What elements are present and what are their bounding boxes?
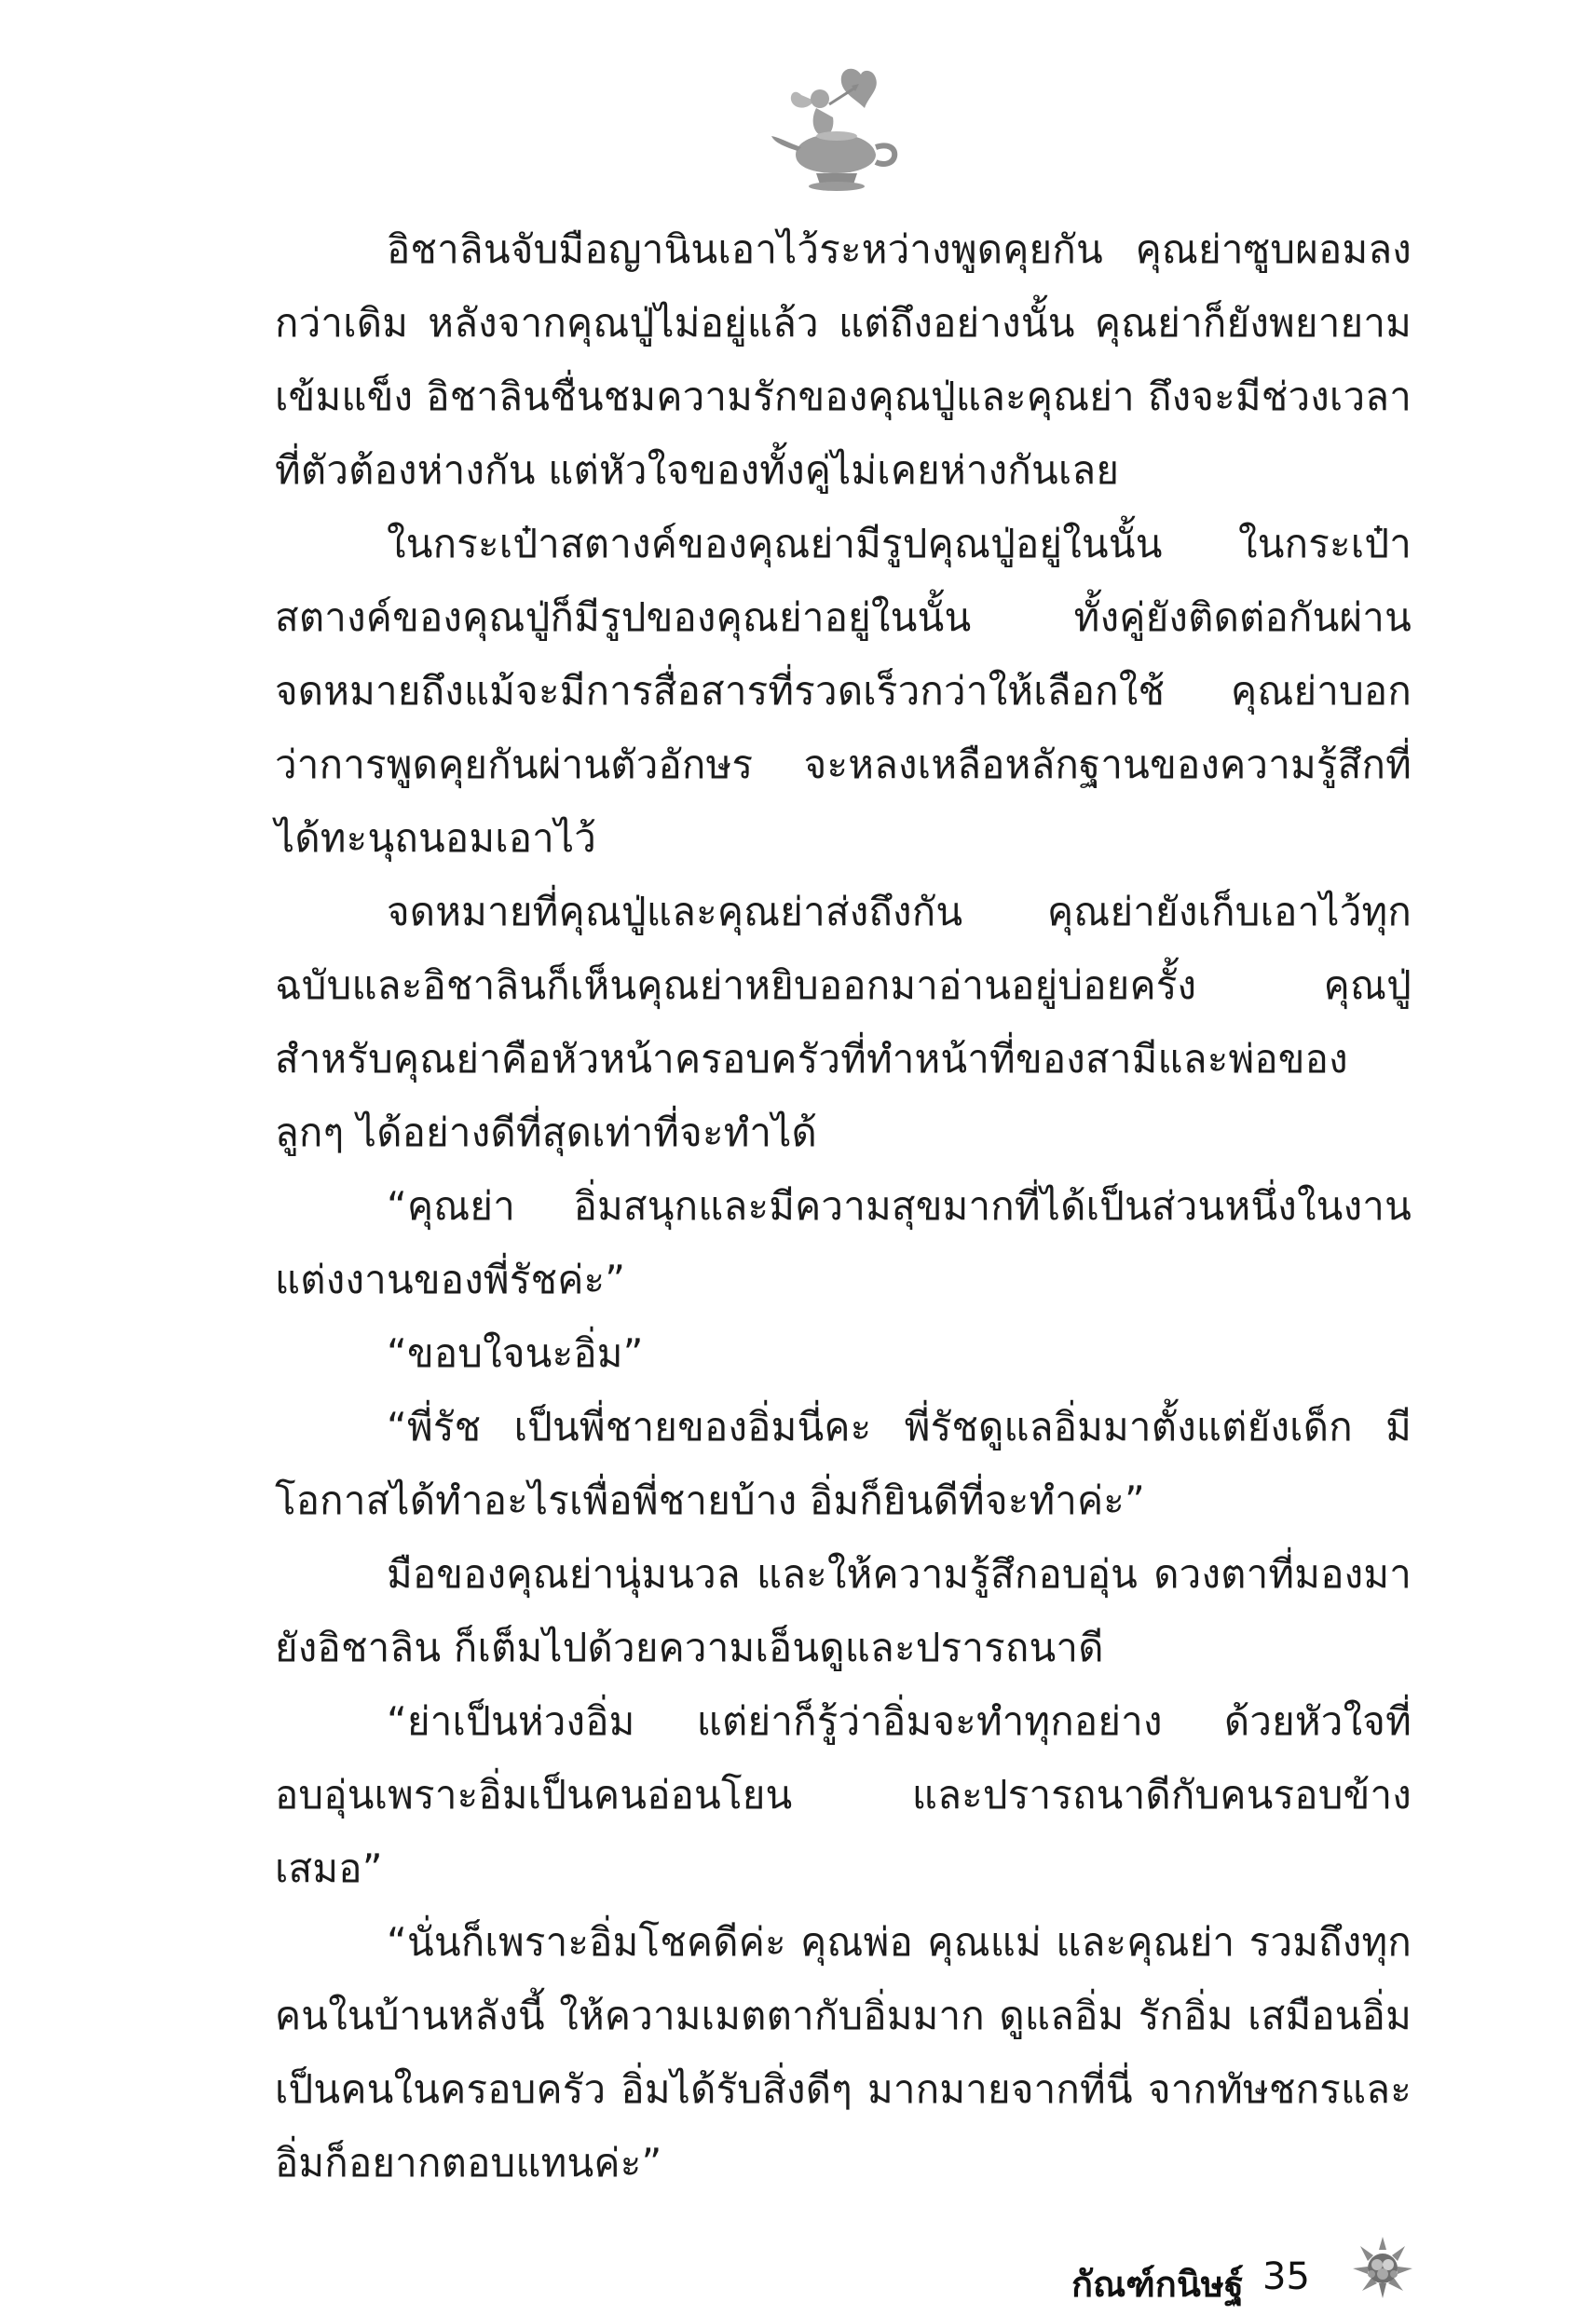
paragraph-3: จดหมายที่คุณปู่และคุณย่าส่งถึงกัน คุณย่ายังเก็บเอาไว้ทุกฉบับและอิชาลินก็เห็นคุณย่าหยิบออกมาอ่านอยู่บ่อยครั้ง คุณปู่สำหรับคุณย่าคือหัวหน้าครอบครัวที่ทำหน้าที่ของสามีและพ่อของลูกๆ ได้อย่างดีที่สุดเท่าที่จะทำได้ (275, 889, 1412, 1155)
cupid-teapot-icon (764, 58, 904, 197)
paragraph-7: มือของคุณย่านุ่มนวล และให้ความรู้สึกอบอุ่น ดวงตาที่มองมายังอิชาลิน ก็เต็มไปด้วยความเอ็นดูและปรารถนาดี (275, 1551, 1412, 1670)
paragraph-4: “คุณย่า อิ่มสนุกและมีความสุขมากที่ได้เป็นส่วนหนึ่งในงานแต่งงานของพี่รัชค่ะ” (275, 1183, 1412, 1302)
page-footer (932, 2240, 1398, 2315)
body-text (275, 212, 1412, 2199)
paragraph-5: “ขอบใจนะอิ่ม” (387, 1330, 644, 1376)
paragraph-1: อิชาลินจับมือญานินเอาไว้ระหว่างพูดคุยกัน คุณย่าซูบผอมลงกว่าเดิม หลังจากคุณปู่ไม่อยู่แล้ว แต่ถึงอย่างนั้น คุณย่าก็ยังพยายามเข้มแข็ง อิชาลินชื่นชมความรักของคุณปู่และคุณย่า ถึงจะมีช่วงเวลาที่ตัวต้องห่างกัน แต่หัวใจของทั้งคู่ไม่เคยห่างกันเลย (275, 226, 1412, 493)
paragraph-9: “นั่นก็เพราะอิ่มโชคดีค่ะ คุณพ่อ คุณแม่ และคุณย่า รวมถึงทุกคนในบ้านหลังนี้ ให้ความเมตตากับอิ่มมาก ดูแลอิ่ม รักอิ่ม เสมือนอิ่มเป็นคนในครอบครัว อิ่มได้รับสิ่งดีๆ มากมายจากที่นี่ จากทัษชกรและอิ่มก็อยากตอบแทนค่ะ” (275, 1919, 1412, 2186)
paragraph-6: “พี่รัช เป็นพี่ชายของอิ่มนี่คะ พี่รัชดูแลอิ่มมาตั้งแต่ยังเด็ก มีโอกาสได้ทำอะไรเพื่อพี่ชายบ้าง อิ่มก็ยินดีที่จะทำค่ะ” (275, 1404, 1412, 1523)
page-number: 35 (1262, 2255, 1310, 2298)
paragraph-2: ในกระเป๋าสตางค์ของคุณย่ามีรูปคุณปู่อยู่ในนั้น ในกระเป๋าสตางค์ของคุณปู่ก็มีรูปของคุณย่าอยู่ในนั้น ทั้งคู่ยังติดต่อกันผ่านจดหมายถึงแม้จะมีการสื่อสารที่รวดเร็วกว่าให้เลือกใช้ คุณย่าบอกว่าการพูดคุยกันผ่านตัวอักษร จะหลงเหลือหลักฐานของความรู้สึกที่ได้ทะนุถนอมเอาไว้ (275, 521, 1412, 861)
paragraph-8: “ย่าเป็นห่วงอิ่ม แต่ย่าก็รู้ว่าอิ่มจะทำทุกอย่าง ด้วยหัวใจที่อบอุ่นเพราะอิ่มเป็นคนอ่อนโยน และปรารถนาดีกับคนรอบข้างเสมอ” (275, 1698, 1412, 1891)
flower-bouquet-icon (1349, 2233, 1416, 2300)
book-title: กัณฑ์กนิษฐ์ (1071, 2264, 1244, 2305)
